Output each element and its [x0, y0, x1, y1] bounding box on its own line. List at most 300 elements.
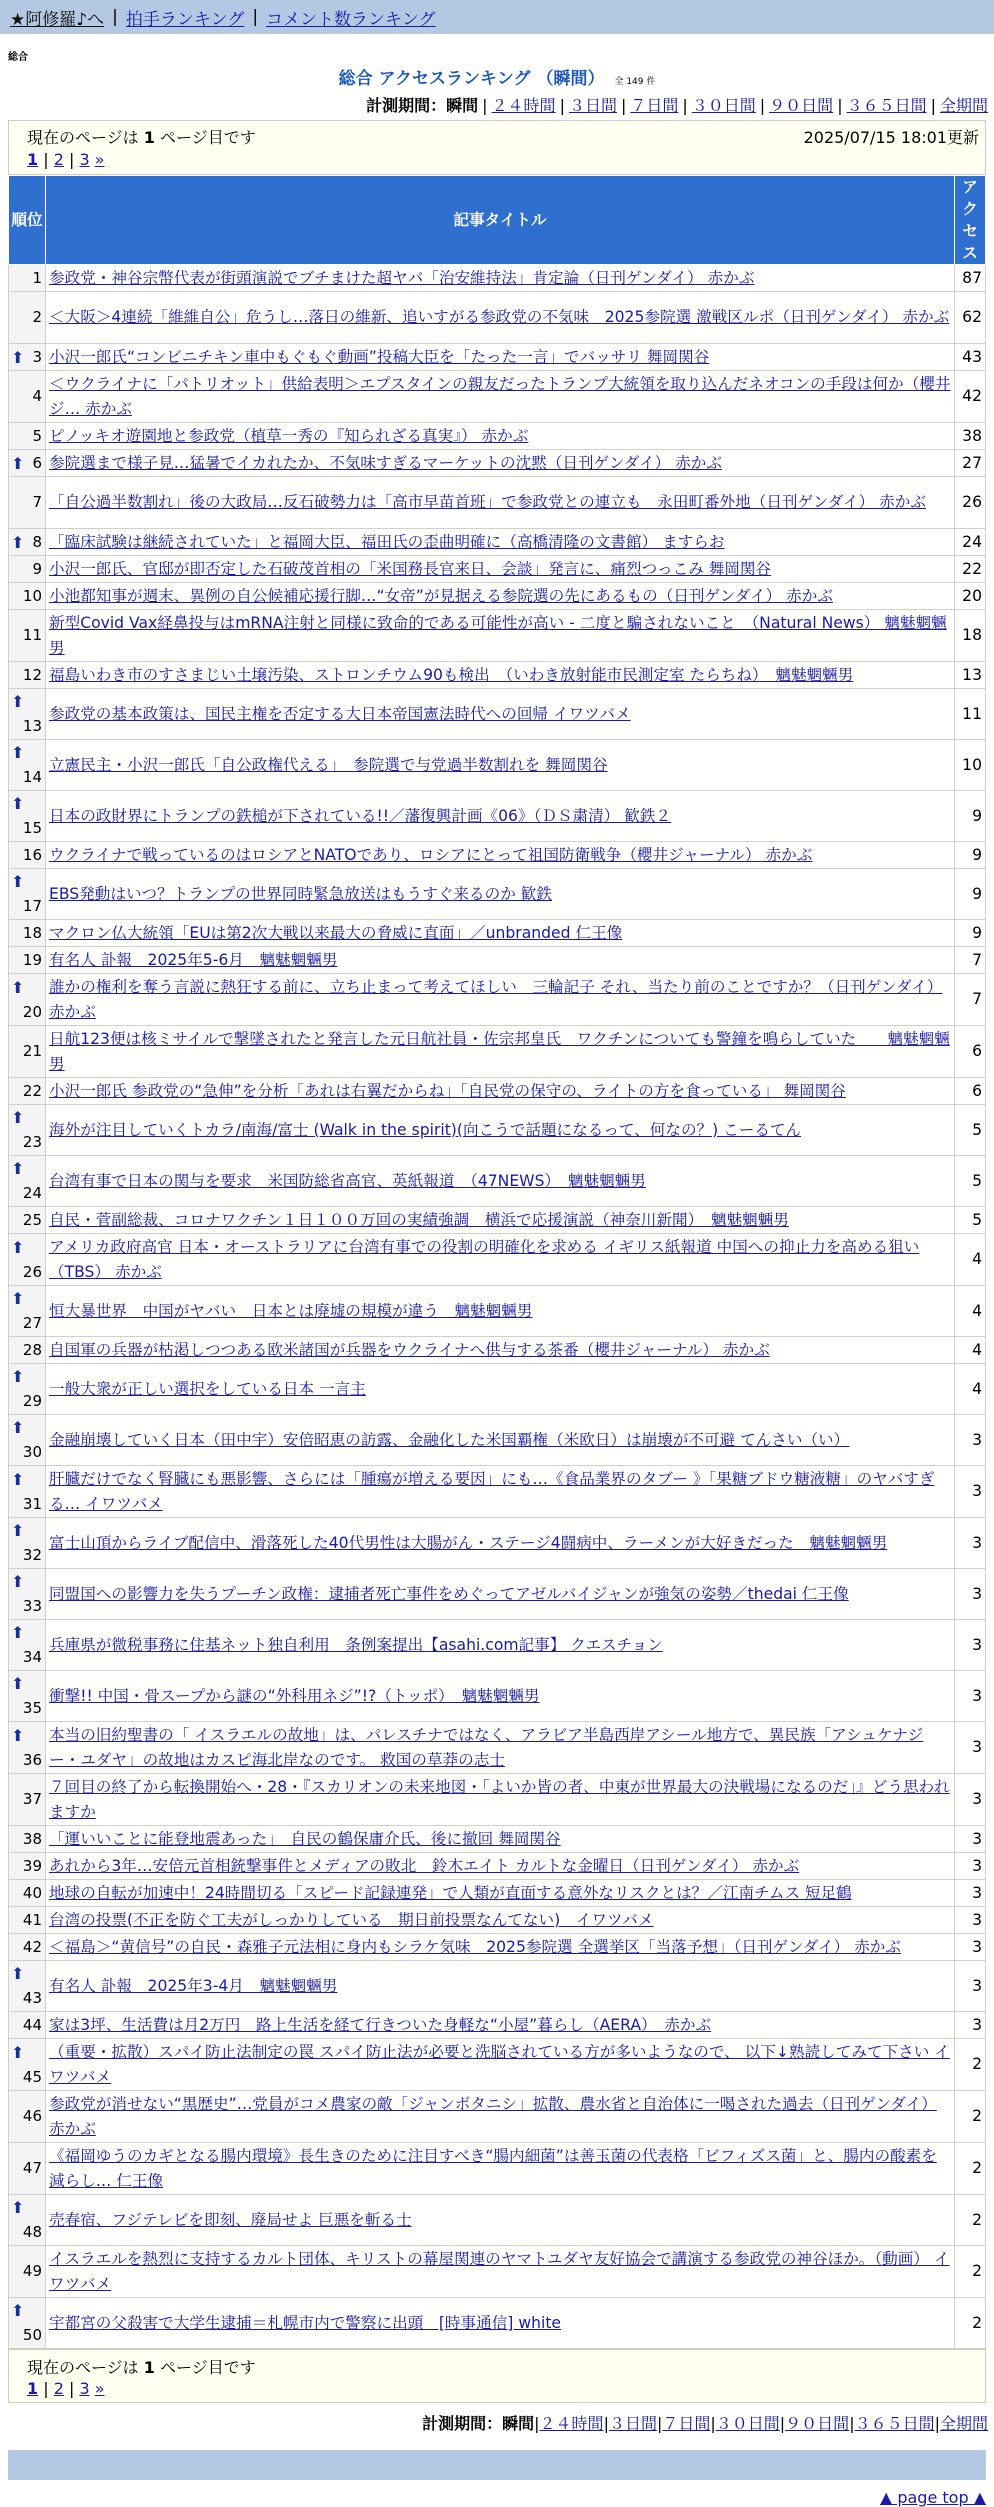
table-row [9, 1415, 986, 1466]
access-count: 3 [955, 1466, 986, 1518]
title-cell [46, 583, 955, 610]
bottom-page-link-3[interactable]: 3 [79, 2379, 90, 2398]
rank-cell [9, 791, 46, 842]
article-title-link[interactable]: 本当の旧約聖書の「 イスラエルの故地」は、パレスチナではなく、アラビア半島西岸アシール地方で、異民族「アシュケナジー・ユダヤ」の故地はカスピ海北岸なのです。 救国の草莽の志士 [49, 1725, 924, 1769]
access-count: 24 [955, 529, 986, 556]
header-title: 記事タイトル [46, 176, 955, 265]
rank-up-arrow-icon: ⬆ [11, 2301, 25, 2320]
rank-cell [9, 344, 46, 371]
title-cell [46, 477, 955, 529]
rank-number: 14 [22, 768, 42, 786]
article-title-link[interactable]: 肝臓だけでなく腎臓にも悪影響、さらには「腫瘍が増える要因」にも…《食品業界のタブー 》「果糖ブドウ糖液糖」のヤバすぎる… イワツバメ [49, 1469, 935, 1513]
access-count: 27 [955, 450, 986, 477]
rank-number: 11 [22, 626, 42, 644]
rank-cell [9, 1934, 46, 1961]
table-row [9, 1880, 986, 1907]
period-separator: | [682, 96, 688, 115]
rank-number: 28 [22, 1340, 42, 1359]
rank-number: 23 [22, 1133, 42, 1151]
rank-up-arrow-icon: ⬆ [11, 1108, 25, 1127]
table-row [9, 920, 986, 947]
top-period-0: 瞬間 [446, 96, 479, 115]
bottom-period-6[interactable]: ３６５日間 [854, 2414, 935, 2433]
rank-number: 9 [32, 559, 42, 578]
rank-number: 2 [32, 308, 42, 326]
rank-up-arrow-icon: ⬆ [11, 1159, 25, 1178]
rank-number: 38 [22, 1829, 42, 1848]
rank-number: 46 [22, 2107, 42, 2125]
bottom-period-2[interactable]: ３日間 [608, 2414, 657, 2433]
article-title-link[interactable]: あれから3年…安倍元首相銃撃事件とメディアの敗北 鈴木エイト カルトな金曜日（日刊ゲンダイ） 赤かぶ [49, 1856, 800, 1875]
top-period-4[interactable]: ３０日間 [691, 96, 756, 115]
rank-up-arrow-icon: ⬆ [11, 1521, 25, 1540]
page-separator: | [38, 2379, 54, 2398]
rank-up-arrow-icon: ⬆ [11, 977, 25, 997]
article-title-link[interactable]: 日航123便は核ミサイルで撃墜されたと発言した元日航社員・佐宗邦皇氏 ワクチンについても警鐘を鳴らしていた 魑魅魍魎男 [49, 1029, 950, 1073]
rank-number: 10 [22, 586, 42, 605]
period-separator: | [930, 96, 936, 115]
rank-up-arrow-icon: ⬆ [11, 1418, 25, 1437]
rank-up-arrow-icon: ⬆ [11, 2042, 25, 2062]
pagination-top [27, 150, 105, 169]
table-row [9, 2091, 986, 2143]
rank-up-arrow-icon: ⬆ [11, 1289, 25, 1308]
article-title-link[interactable]: 小沢一郎氏 参政党の“急伸”を分析「あれは右翼だからね」「自民党の保守の、ライトの方を食っている」 舞岡関谷 [49, 1081, 846, 1100]
rank-up-arrow-icon: ⬆ [11, 872, 25, 891]
article-title-link[interactable]: 小沢一郎氏“コンビニチキン車中もぐもぐ動画”投稿大臣を「たった一言」でバッサリ 舞岡関谷 [49, 347, 710, 366]
title-cell [46, 1364, 955, 1415]
nav-link-0[interactable]: ★阿修羅♪へ [10, 9, 105, 30]
title-cell [46, 423, 955, 450]
rank-cell [9, 2195, 46, 2246]
title-cell [46, 1026, 955, 1078]
article-title-link[interactable]: 小池都知事が週末、異例の自公候補応援行脚…“女帝”が見据える参院選の先にあるもの（日刊ゲンダイ） 赤かぶ [49, 586, 833, 605]
article-title-link[interactable]: （重要・拡散）スパイ防止法制定の罠 スパイ防止法が必要と洗脳されている方が多いようなので、 以下↓熟読してみて下さい イワツバメ [49, 2042, 950, 2086]
title-cell [46, 2246, 955, 2298]
table-row [9, 344, 986, 371]
access-count: 9 [955, 842, 986, 869]
period-separator: | [482, 96, 488, 115]
article-title-link[interactable]: 新型Covid Vax経鼻投与はmRNA注射と同様に致命的である可能性が高い - 二度と騙されないこと （Natural News） 魑魅魍魎男 [49, 613, 947, 657]
access-count: 4 [955, 1286, 986, 1337]
rank-number: 16 [22, 845, 42, 864]
rank-number: 26 [22, 1262, 42, 1281]
current-page-text-bottom: 現在のページは 1 ページ目です [27, 2358, 256, 2377]
title-cell [46, 1286, 955, 1337]
article-title-link[interactable]: 誰かの権利を奪う言説に熱狂する前に、立ち止まって考えてほしい 三輪記子 それ、当たり前のことですか？（日刊ゲンダイ） 赤かぶ [49, 977, 943, 1021]
title-cell [46, 556, 955, 583]
access-count: 87 [955, 265, 986, 292]
rank-cell [9, 2012, 46, 2039]
table-row [9, 1934, 986, 1961]
rank-up-arrow-icon: ⬆ [11, 1674, 25, 1693]
table-row [9, 869, 986, 920]
rank-number: 6 [32, 453, 42, 472]
article-title-link[interactable]: 兵庫県が微税事務に住基ネット独自利用 条例案提出【asahi.com記事】 クエスチョン [49, 1635, 663, 1654]
rank-number: 47 [22, 2159, 42, 2177]
access-count: 3 [955, 1774, 986, 1826]
nav-link-2[interactable]: コメント数ランキング [266, 9, 436, 30]
table-row [9, 2039, 986, 2091]
rank-number: 41 [22, 1910, 42, 1929]
rank-cell [9, 610, 46, 662]
access-count: 3 [955, 1934, 986, 1961]
title-cell [46, 1961, 955, 2012]
category-label: 総合 [8, 52, 28, 63]
rank-cell [9, 583, 46, 610]
page-info-bottom [8, 2349, 986, 2403]
article-title-link[interactable]: 売春宿、フジテレビを即刻、廃局せよ 巨悪を斬る士 [49, 2210, 412, 2229]
rank-number: 39 [22, 1856, 42, 1875]
page-top-link[interactable]: ▲ page top ▲ [879, 2488, 986, 2507]
period-separator: | [837, 96, 843, 115]
rank-cell [9, 1207, 46, 1234]
total-count: 全 149 件 [614, 77, 656, 87]
table-row [9, 842, 986, 869]
access-count: 7 [955, 974, 986, 1026]
article-title-link[interactable]: 宇都宮の父殺害で大学生逮捕＝札幌市内で警察に出頭 [時事通信] white [49, 2313, 562, 2332]
article-title-link[interactable]: 参院選まで様子見…猛暑でイカれたか、不気味すぎるマーケットの沈黙（日刊ゲンダイ） 赤かぶ [49, 453, 722, 472]
article-title-link[interactable]: 一般大衆が正しい選択をしている日本 一言主 [49, 1379, 366, 1398]
access-count: 3 [955, 1518, 986, 1569]
title-cell [46, 689, 955, 740]
table-row [9, 1207, 986, 1234]
title-cell [46, 2195, 955, 2246]
access-count: 4 [955, 1337, 986, 1364]
top-period-2[interactable]: ３日間 [568, 96, 617, 115]
title-cell [46, 2039, 955, 2091]
article-title-link[interactable]: 富士山頂からライブ配信中、滑落死した40代男性は大腸がん・ステージ4闘病中、ラーメンが大好きだった 魑魅魍魎男 [49, 1533, 888, 1552]
bottom-period-3[interactable]: ７日間 [662, 2414, 711, 2433]
table-row [9, 610, 986, 662]
article-title-link[interactable]: イスラエルを熱烈に支持するカルト団体、キリストの幕屋関連のヤマトユダヤ友好協会で講演する参政党の神谷ほか。（動画） イワツバメ [49, 2249, 950, 2293]
rank-up-arrow-icon: ⬆ [11, 1469, 25, 1489]
article-title-link[interactable]: ウクライナで戦っているのはロシアとNATOであり、ロシアにとって祖国防衛戦争（櫻井ジャーナル） 赤かぶ [49, 845, 813, 864]
page-title [0, 64, 994, 89]
title-cell [46, 371, 955, 423]
rank-number: 33 [22, 1597, 42, 1615]
top-period-1[interactable]: ２４時間 [491, 96, 556, 115]
access-count: 3 [955, 1722, 986, 1774]
title-cell [46, 2012, 955, 2039]
article-title-link[interactable]: 台湾の投票(不正を防ぐ工夫がしっかりしている 期日前投票なんてない) イワツバメ [49, 1910, 654, 1929]
table-row [9, 2012, 986, 2039]
bottom-period-1[interactable]: ２４時間 [539, 2414, 604, 2433]
access-count: 62 [955, 292, 986, 344]
article-title-link[interactable]: 福島いわき市のすさまじい土壌汚染、ストロンチウム90も検出 （いわき放射能市民測定室 たらちね） 魑魅魍魎男 [49, 665, 854, 684]
table-row [9, 423, 986, 450]
bottom-periods-label: 計測期間： [422, 2414, 503, 2433]
top-page-link-3[interactable]: 3 [79, 150, 90, 169]
rank-number: 31 [22, 1494, 42, 1513]
rank-cell [9, 2039, 46, 2091]
title-cell [46, 1722, 955, 1774]
rank-cell [9, 869, 46, 920]
article-title-link[interactable]: ピノッキオ遊園地と参政党（植草一秀の『知られざる真実』） 赤かぶ [49, 426, 529, 445]
title-cell [46, 1337, 955, 1364]
access-count: 10 [955, 740, 986, 791]
table-row [9, 974, 986, 1026]
rank-cell [9, 947, 46, 974]
access-count: 5 [955, 1105, 986, 1156]
header-rank: 順位 [9, 176, 46, 265]
rank-cell [9, 1853, 46, 1880]
table-row [9, 1364, 986, 1415]
table-row [9, 1620, 986, 1671]
access-count: 2 [955, 2091, 986, 2143]
table-row [9, 1026, 986, 1078]
access-count: 3 [955, 1880, 986, 1907]
article-title-link[interactable]: 同盟国への影響力を失うプーチン政権：逮捕者死亡事件をめぐってアゼルバイジャンが強気の姿勢／thedai 仁王像 [49, 1584, 849, 1603]
table-row [9, 529, 986, 556]
rank-up-arrow-icon: ⬆ [11, 1964, 25, 1983]
period-selector-bottom [0, 2411, 994, 2434]
article-title-link[interactable]: 小沢一郎氏、官邸が即否定した石破茂首相の「米国務長官来日、会談」発言に、痛烈つっこみ 舞岡関谷 [49, 559, 772, 578]
title-cell [46, 265, 955, 292]
article-title-link[interactable]: 有名人 訃報 2025年5-6月 魑魅魍魎男 [49, 950, 338, 969]
page-info-top [8, 120, 986, 175]
access-count: 5 [955, 1156, 986, 1207]
access-count: 43 [955, 344, 986, 371]
access-count: 11 [955, 689, 986, 740]
period-separator: | [779, 2414, 786, 2433]
access-count: 4 [955, 1364, 986, 1415]
period-separator: | [559, 96, 565, 115]
title-cell [46, 529, 955, 556]
article-title-link[interactable]: マクロン仏大統領「EUは第2次大戦以来最大の脅威に直面」／unbranded 仁王像 [49, 923, 623, 942]
rank-number: 3 [32, 347, 42, 366]
rank-number: 50 [22, 2326, 42, 2344]
rank-cell [9, 1286, 46, 1337]
title-cell [46, 1880, 955, 1907]
table-row [9, 1156, 986, 1207]
top-periods-label: 計測期間： [366, 96, 447, 115]
access-count: 3 [955, 1671, 986, 1722]
rank-number: 27 [22, 1314, 42, 1332]
rank-up-arrow-icon: ⬆ [11, 692, 25, 711]
bottom-period-0: 瞬間 [502, 2414, 535, 2433]
bottom-period-7[interactable]: 全期間 [939, 2414, 988, 2433]
page-separator: | [38, 150, 54, 169]
access-count: 7 [955, 947, 986, 974]
article-title-link[interactable]: 地球の自転が加速中！24時間切る「スピード記録連発」で人類が直面する意外なリスクとは？／江南チムス 短足鶴 [49, 1883, 852, 1902]
article-title-link[interactable]: ＜大阪＞4連続「維維自公」危うし…落日の維新、追いすがる参政党の不気味 2025参院選 激戦区ルポ（日刊ゲンダイ） 赤かぶ [49, 308, 950, 326]
rank-up-arrow-icon: ⬆ [11, 2198, 25, 2217]
bottom-page-current: 1 [27, 2379, 39, 2398]
access-count: 22 [955, 556, 986, 583]
top-period-6[interactable]: ３６５日間 [846, 96, 927, 115]
title-cell [46, 974, 955, 1026]
bottom-next-page-link[interactable]: » [94, 2379, 105, 2398]
rank-up-arrow-icon: ⬆ [11, 1367, 25, 1386]
table-row [9, 689, 986, 740]
current-page-text: 現在のページは 1 ページ目です [27, 128, 256, 147]
table-row [9, 1337, 986, 1364]
article-title-link[interactable]: 参政党が消せない“黒歴史”…党員がコメ農家の敵「ジャンボタニシ」拡散、農水省と自治体に一喝された過去（日刊ゲンダイ） 赤かぶ [49, 2094, 937, 2138]
rank-number: 49 [22, 2262, 42, 2280]
bottom-period-4[interactable]: ３０日間 [715, 2414, 780, 2433]
article-title-link[interactable]: 衝撃!! 中国・骨スープから謎の“外科用ネジ”!?（トッポ） 魑魅魍魎男 [49, 1686, 540, 1705]
title-cell [46, 1569, 955, 1620]
period-separator: | [656, 2414, 663, 2433]
rank-number: 21 [22, 1042, 42, 1060]
rank-number: 15 [22, 819, 42, 837]
table-header-row [9, 176, 986, 265]
page-title-text: 総合 アクセスランキング （瞬間） [338, 69, 605, 89]
access-count: 3 [955, 2012, 986, 2039]
access-count: 3 [955, 1569, 986, 1620]
page-separator: | [63, 2379, 80, 2398]
table-row [9, 2195, 986, 2246]
top-period-5[interactable]: ９０日間 [769, 96, 834, 115]
article-title-link[interactable]: 参政党・神谷宗幣代表が街頭演説でブチまけた超ヤバ「治安維持法」肯定論（日刊ゲンダイ） 赤かぶ [49, 268, 755, 287]
period-separator: | [620, 96, 627, 115]
rank-cell [9, 1337, 46, 1364]
title-cell [46, 1466, 955, 1518]
article-title-link[interactable]: 「自公過半数割れ」後の大政局…反石破勢力は「高市早苗首班」で参政党との連立も 永田町番外地（日刊ゲンダイ） 赤かぶ [49, 493, 926, 511]
title-cell [46, 842, 955, 869]
rank-number: 29 [22, 1392, 42, 1410]
rank-cell [9, 2298, 46, 2349]
top-page-link-2[interactable]: 2 [53, 150, 64, 169]
rank-cell [9, 1826, 46, 1853]
article-title-link[interactable]: ＜ウクライナに「パトリオット」供給表明＞エプスタインの親友だったトランプ大統領を取り込んだネオコンの手段は何か（櫻井ジ… 赤かぶ [49, 374, 951, 418]
rank-cell [9, 1907, 46, 1934]
table-row [9, 1078, 986, 1105]
table-row [9, 791, 986, 842]
article-title-link[interactable]: 金融崩壊していく日本（田中宇）安倍昭恵の訪露、金融化した米国覇権（米欧日）は崩壊が不可避 てんさい（い） [49, 1430, 850, 1449]
rank-number: 17 [22, 897, 42, 915]
table-row [9, 292, 986, 344]
table-row [9, 947, 986, 974]
title-cell [46, 292, 955, 344]
access-count: 2 [955, 2039, 986, 2091]
title-cell [46, 1156, 955, 1207]
rank-up-arrow-icon: ⬆ [11, 1623, 25, 1642]
rank-cell [9, 371, 46, 423]
rank-number: 13 [22, 717, 42, 735]
article-title-link[interactable]: 恒大暴世界 中国がヤバい 日本とは廃墟の規模が違う 魑魅魍魎男 [49, 1301, 533, 1320]
rank-number: 48 [22, 2223, 42, 2241]
title-cell [46, 1207, 955, 1234]
rank-number: 12 [22, 665, 42, 684]
article-title-link[interactable]: 有名人 訃報 2025年3-4月 魑魅魍魎男 [49, 1976, 338, 1995]
article-title-link[interactable]: 参政党の基本政策は、国民主権を否定する大日本帝国憲法時代への回帰 イワツバメ [49, 704, 631, 723]
title-cell [46, 2091, 955, 2143]
bottom-period-5[interactable]: ９０日間 [785, 2414, 850, 2433]
access-count: 3 [955, 1826, 986, 1853]
article-title-link[interactable]: EBS発動はいつ？トランプの世界同時緊急放送はもうすぐ来るのか 歓鉄 [49, 884, 552, 903]
article-title-link[interactable]: 家は3坪、生活費は月2万円 路上生活を経て行きついた身軽な“小屋”暮らし（AERA） 赤かぶ [49, 2015, 712, 2034]
table-row [9, 1826, 986, 1853]
article-title-link[interactable]: 自民・菅副総裁、コロナワクチン１日１００万回の実績強調 横浜で応援演説（神奈川新聞） 魑魅魍魎男 [49, 1210, 789, 1229]
page-separator: | [63, 150, 80, 169]
title-cell [46, 1518, 955, 1569]
rank-cell [9, 2143, 46, 2195]
period-separator: | [534, 2414, 540, 2433]
article-title-link[interactable]: 日本の政財界にトランプの鉄槌が下されている!!／藩復興計画《06》（ＤＳ粛清） 歓鉄２ [49, 806, 672, 825]
title-cell [46, 1826, 955, 1853]
access-count: 2 [955, 2143, 986, 2195]
article-title-link[interactable]: 自国軍の兵器が枯渇しつつある欧米諸国が兵器をウクライナへ供与する茶番（櫻井ジャーナル） 赤かぶ [49, 1340, 770, 1359]
updated-timestamp: 2025/07/15 18:01更新 [803, 128, 979, 147]
table-row [9, 1569, 986, 1620]
table-row [9, 2246, 986, 2298]
rank-up-arrow-icon: ⬆ [11, 794, 25, 813]
rank-number: 25 [22, 1210, 42, 1229]
rank-cell [9, 2091, 46, 2143]
rank-number: 4 [32, 387, 42, 405]
top-period-3[interactable]: ７日間 [630, 96, 679, 115]
title-cell [46, 1671, 955, 1722]
ranking-table [8, 175, 986, 2349]
top-period-7[interactable]: 全期間 [939, 96, 988, 115]
article-title-link[interactable]: 海外が注目していくトカラ/南海/富士 (Walk in the spirit)(向こうで話題になるって、何なの？) こーるてん [49, 1120, 802, 1139]
article-title-link[interactable]: アメリカ政府高官 日本・オーストラリアに台湾有事での役割の明確化を求める イギリス紙報道 中国への抑止力を高める狙い（TBS） 赤かぶ [49, 1237, 920, 1281]
table-row [9, 583, 986, 610]
article-title-link[interactable]: ＜福島＞“黄信号”の自民・森雅子元法相に身内もシラケ気味 2025参院選 全選挙区「当落予想」（日刊ゲンダイ） 赤かぶ [49, 1937, 901, 1956]
title-cell [46, 1415, 955, 1466]
rank-up-arrow-icon: ⬆ [11, 1237, 25, 1257]
rank-cell [9, 1105, 46, 1156]
title-cell [46, 2298, 955, 2349]
rank-number: 32 [22, 1546, 42, 1564]
rank-cell [9, 265, 46, 292]
article-title-link[interactable]: 「臨床試験は継続されていた」と福岡大臣、福田氏の歪曲明確に（高橋清隆の文書館） ますらお [49, 532, 725, 551]
bottom-bar [8, 2450, 986, 2480]
rank-cell [9, 1078, 46, 1105]
top-next-page-link[interactable]: » [94, 150, 105, 169]
title-cell [46, 740, 955, 791]
rank-number: 36 [22, 1750, 42, 1769]
access-count: 18 [955, 610, 986, 662]
rank-cell [9, 689, 46, 740]
article-title-link[interactable]: 台湾有事で日本の関与を要求 米国防総省高官、英紙報道 （47NEWS） 魑魅魍魎男 [49, 1171, 646, 1190]
article-title-link[interactable]: ７回目の終了から転換開始へ・28・『スカリオンの未来地図・「よいか皆の者、中東が世界最大の決戦場になるのだ」』どう思われますか [49, 1777, 950, 1821]
rank-cell [9, 1518, 46, 1569]
title-cell [46, 947, 955, 974]
rank-number: 34 [22, 1648, 42, 1666]
title-cell [46, 1620, 955, 1671]
article-title-link[interactable]: 立憲民主・小沢一郎氏「自公政権代える」 参院選で与党過半数割れを 舞岡関谷 [49, 755, 608, 774]
title-cell [46, 1234, 955, 1286]
nav-link-1[interactable]: 拍手ランキング [125, 9, 245, 30]
table-row [9, 1518, 986, 1569]
rank-cell [9, 1880, 46, 1907]
bottom-page-link-2[interactable]: 2 [53, 2379, 64, 2398]
article-title-link[interactable]: 「運いいことに能登地震あった」 自民の鶴保庸介氏、後に撤回 舞岡関谷 [49, 1829, 561, 1848]
rank-number: 1 [32, 268, 42, 287]
table-row [9, 1466, 986, 1518]
rank-cell [9, 292, 46, 344]
table-row [9, 1907, 986, 1934]
access-count: 3 [955, 1907, 986, 1934]
table-row [9, 662, 986, 689]
rank-cell [9, 1156, 46, 1207]
article-title-link[interactable]: 《福岡ゆうのカギとなる腸内環境》長生きのために注目すべき“腸内細菌”は善玉菌の代表格「ビフィズス菌」と、腸内の酸素を減らし… 仁王像 [49, 2146, 937, 2190]
rank-cell [9, 974, 46, 1026]
table-row [9, 1853, 986, 1880]
access-count: 13 [955, 662, 986, 689]
rank-number: 45 [22, 2067, 42, 2086]
top-page-current: 1 [27, 150, 39, 169]
rank-up-arrow-icon: ⬆ [11, 347, 25, 367]
rank-number: 5 [32, 426, 42, 445]
access-count: 6 [955, 1026, 986, 1078]
rank-up-arrow-icon: ⬆ [11, 1725, 25, 1745]
table-row [9, 556, 986, 583]
access-count: 38 [955, 423, 986, 450]
